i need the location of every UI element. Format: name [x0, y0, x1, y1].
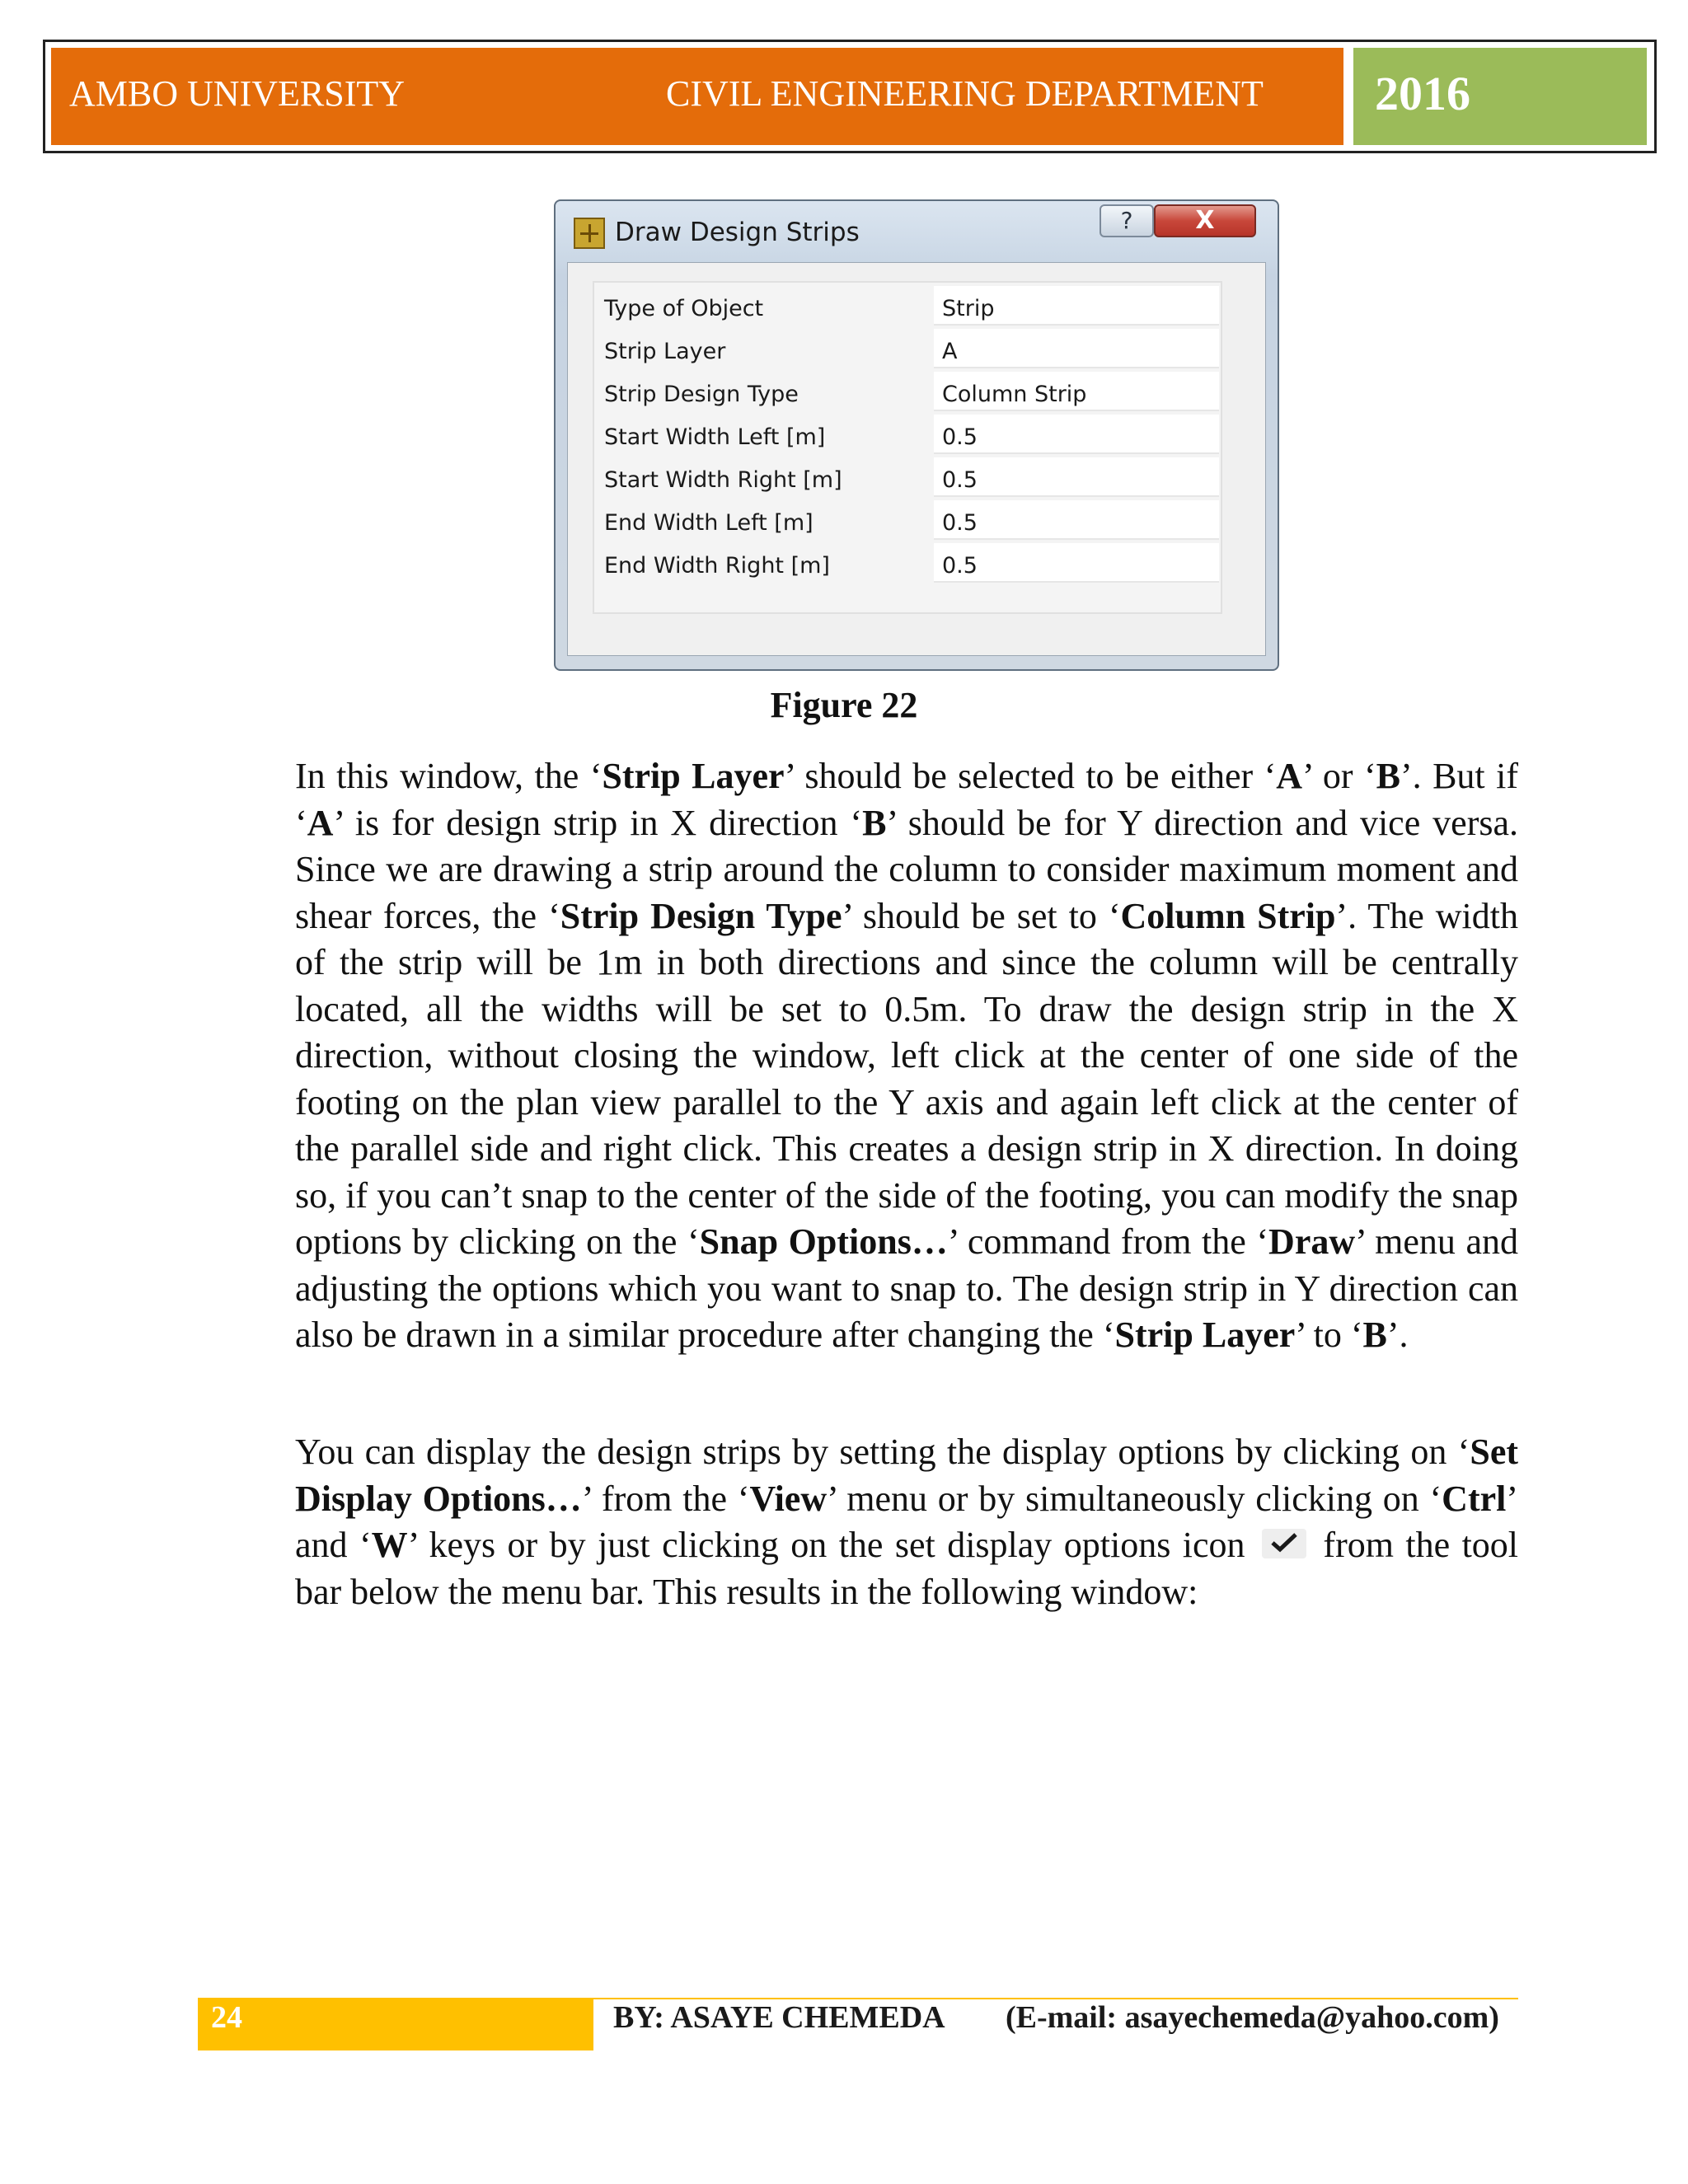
paragraph-strip-layer [295, 753, 1518, 1359]
grid-row-start-width-right [594, 457, 1221, 500]
checkmark-icon [1262, 1529, 1306, 1558]
grid-row-strip-layer [594, 329, 1221, 372]
bold-term: A [307, 802, 334, 843]
dialog-panel [567, 262, 1266, 656]
text-run: ’ command from the ‘ [947, 1221, 1269, 1262]
help-button[interactable]: ? [1100, 204, 1154, 237]
bold-term: Snap Options… [699, 1221, 948, 1262]
text-run: ’ menu or by simultaneously clicking on ‘ [827, 1478, 1442, 1519]
bold-term: W [371, 1525, 408, 1565]
text-run: ’ keys or by just clicking on the set display options icon [407, 1525, 1245, 1565]
text-run: ’. [1386, 1315, 1409, 1355]
bold-term: Ctrl [1442, 1478, 1507, 1519]
grid-value-field[interactable]: 0.5 [934, 415, 1219, 454]
close-button[interactable]: X [1154, 204, 1256, 237]
grid-label: End Width Left [m] [604, 510, 814, 536]
bold-term: Draw [1268, 1221, 1356, 1262]
bold-term: B [1376, 756, 1400, 796]
text-run: ’ from the ‘ [581, 1478, 750, 1519]
text-run: You can display the design strips by setting the display options by clicking on ‘ [295, 1432, 1470, 1472]
grid-label: Type of Object [604, 296, 764, 321]
draw-design-strips-dialog [554, 199, 1279, 671]
bold-term: Set Display Options… [295, 1432, 1518, 1519]
bold-term: Column Strip [1120, 895, 1336, 936]
text-run: ’ should be for Y direction and vice versa. Since we are drawing a strip around the column to consider maximum moment and shear forces, the ‘ [295, 802, 1518, 936]
text-run: ’ should be selected to be either ‘ [784, 756, 1277, 796]
grid-label: Strip Design Type [604, 382, 799, 407]
text-run: from the tool bar below the menu bar. This results in the following window: [295, 1525, 1519, 1612]
text-run: ’ is for design strip in X direction ‘ [333, 802, 863, 843]
grid-value-field[interactable]: 0.5 [934, 457, 1219, 497]
grid-label: End Width Right [m] [604, 553, 830, 579]
grid-label: Start Width Right [m] [604, 467, 842, 493]
text-run: ’ to ‘ [1295, 1315, 1363, 1355]
bold-term: Strip Layer [602, 756, 785, 796]
bold-term: Strip Design Type [560, 895, 842, 936]
text-run: ’. But if ‘ [295, 756, 1518, 843]
grid-row-start-width-left [594, 415, 1221, 457]
text-run: ’ and ‘ [295, 1478, 1519, 1565]
text-run: ’. The width of the strip will be 1m in both directions and since the column will be centrally located, all the widths will be set to 0.5m. To draw the design strip in the X direction, without closing the window, left click at the center of one side of the footing on the plan view parallel to the Y axis and again left click at the center of the parallel side and right click. This creates a design strip in X direction. In doing so, if you can’t snap to the center of the side of the footing, you can modify the snap options by clicking on the ‘ [295, 895, 1518, 1262]
bold-term: A [1276, 756, 1303, 796]
text-run: ’ should be set to ‘ [842, 895, 1121, 936]
header-department: CIVIL ENGINEERING DEPARTMENT [666, 73, 1264, 114]
header-university: AMBO UNIVERSITY [69, 73, 405, 114]
figure-caption: Figure 22 [770, 685, 918, 725]
bold-term: B [1362, 1315, 1387, 1355]
paragraph-display-options [295, 1429, 1518, 1615]
grid-row-type-of-object [594, 286, 1221, 329]
bold-term: B [862, 802, 887, 843]
footer-email: (E-mail: asayechemeda@yahoo.com) [1006, 2000, 1499, 2035]
grid-row-end-width-right [594, 543, 1221, 586]
grid-value-field[interactable]: Column Strip [934, 372, 1219, 411]
text-run: In this window, the ‘ [295, 756, 603, 796]
grid-value-field[interactable]: A [934, 329, 1219, 368]
footer-author: BY: ASAYE CHEMEDA [613, 2000, 945, 2035]
grid-value-field[interactable]: 0.5 [934, 500, 1219, 540]
header-year: 2016 [1375, 67, 1470, 120]
grid-row-end-width-left [594, 500, 1221, 543]
grid-row-strip-design-type [594, 372, 1221, 415]
grid-value-field[interactable]: Strip [934, 286, 1219, 326]
grid-value-field[interactable]: 0.5 [934, 543, 1219, 583]
bold-term: Strip Layer [1114, 1315, 1296, 1355]
page-number: 24 [211, 2000, 242, 2035]
text-run: ’ menu and adjusting the options which you want to snap to. The design strip in Y direction can also be drawn in a similar procedure after changing the ‘ [295, 1221, 1518, 1355]
text-run: ’ or ‘ [1302, 756, 1376, 796]
dialog-title: Draw Design Strips [615, 218, 860, 247]
grid-label: Strip Layer [604, 339, 726, 364]
property-grid [593, 281, 1222, 614]
grid-icon [574, 218, 605, 249]
footer-page-box [198, 1999, 593, 2050]
bold-term: View [749, 1478, 828, 1519]
grid-label: Start Width Left [m] [604, 424, 826, 450]
